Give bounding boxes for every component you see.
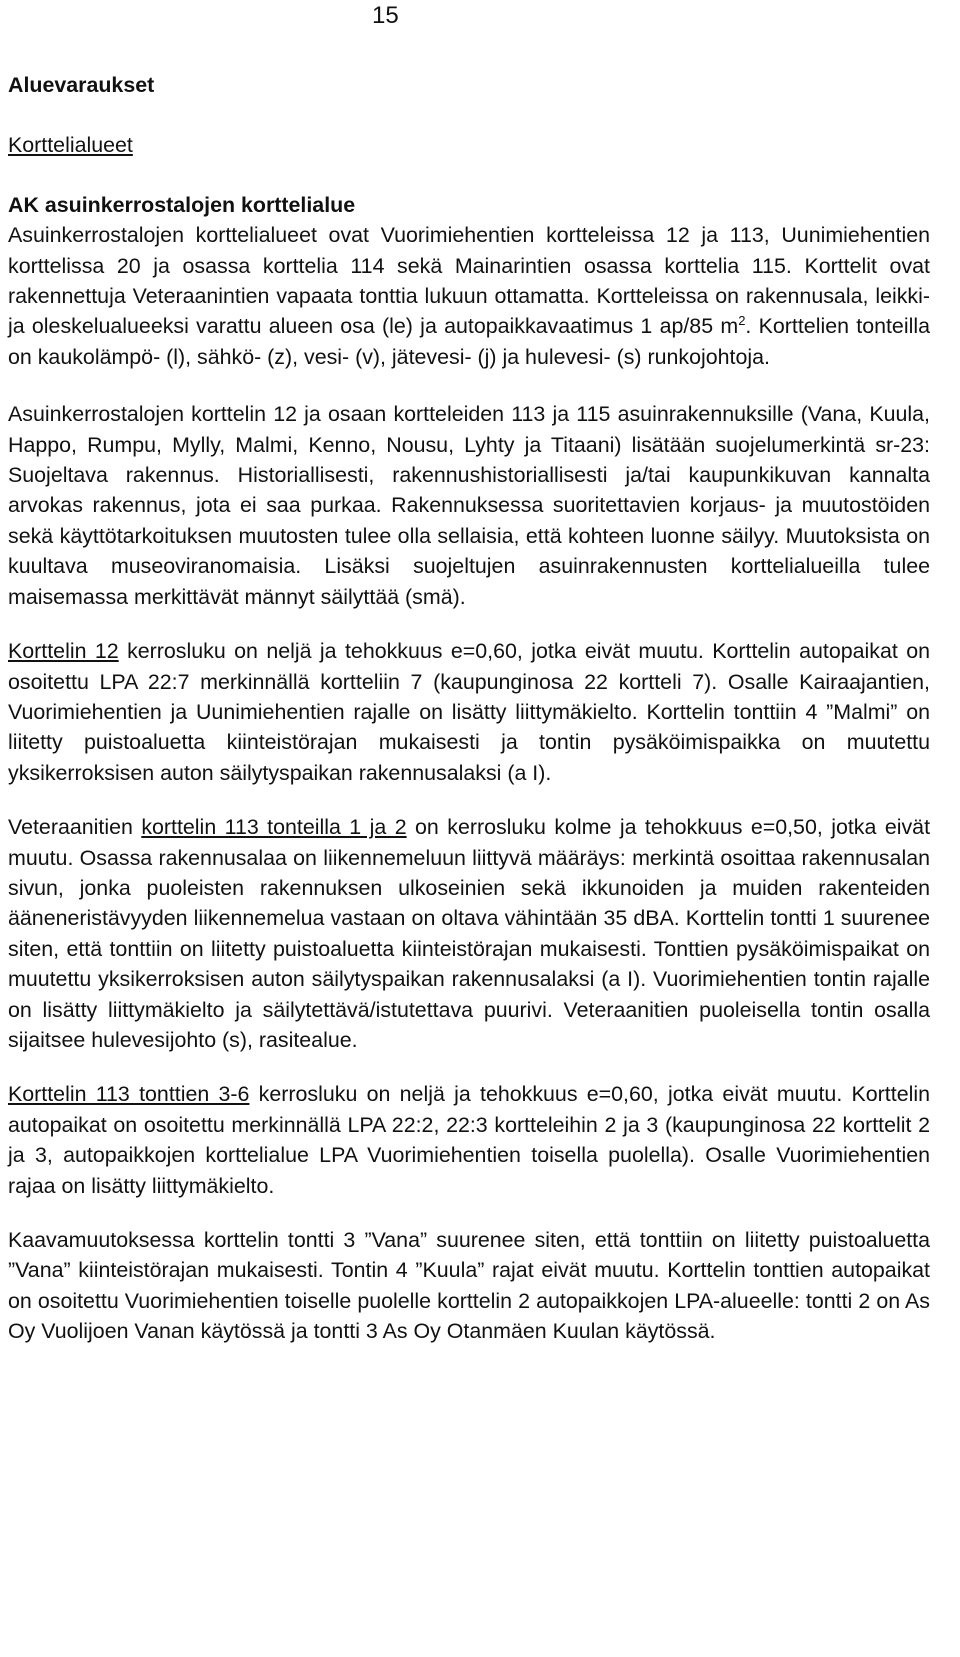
ak-p4-pre: Veteraanitien — [8, 815, 142, 840]
document-body — [8, 70, 930, 1347]
ak-p3-text: kerrosluku on neljä ja tehokkuus e=0,60, jotka eivät muutu. Korttelin autopaikat on osoitettu LPA 22:7 merkinnällä kortteliin 7 (kaupunginosa 22 kortteli 7). Osalle Kairaajantien, Vuorimiehentien ja Uunimiehentien rajalle on lisätty liittymäkielto. Korttelin tonttiin 4 ”Malmi” on liitetty puistoaluetta kiinteistörajan mukaisesti ja tontin pysäköimispaikka on muutettu yksikerroksisen auton säilytyspaikan rakennusalaksi (a I). — [8, 639, 930, 785]
ak-paragraph-2: Asuinkerrostalojen korttelin 12 ja osaan kortteleiden 113 ja 115 asuinrakennuksille (Vana, Kuula, Happo, Rumpu, Mylly, Malmi, Kenno, Nousu, Lyhty ja Titaani) lisätään suojelumerkintä sr-23: Suojeltava rakennus. Historiallisesti, rakennushistoriallisesti ja/tai kaupunkikuvan kannalta arvokas rakennus, jota ei saa purkaa. Rakennuksessa suoritettavien korjaus- ja muutostöiden sekä käyttötarkoituksen muutosten tulee olla sellaisia, että kohteen luonne säilyy. Muutoksista on kuultava museoviranomaisia. Lisäksi suojeltujen asuinrakennusten korttelialueilla tulee maisemassa merkittävät männyt säilyttää (smä). — [8, 402, 930, 609]
section-heading: Aluevaraukset — [8, 73, 155, 97]
ak-p4-text: on kerrosluku kolme ja tehokkuus e=0,50, jotka eivät muutu. Osassa rakennusalaa on liikennemeluun liittyvä määräys: merkintä osoittaa rakennusalan sivun, jonka puoleisten rakennuksen ulkoseinien sekä ikkunoiden ja muiden rakenteiden ääneneristävyyden liikennemelua vastaan on oltava vähintään 35 dBA. Korttelin tontti 1 suurenee siten, että tonttiin on liitetty puistoaluetta kiinteistörajan mukaisesti. Tonttien pysäköimispaikat on muutettu yksikerroksisen auton säilytyspaikan rakennusalaksi (a I). Vuorimiehentien tontin rajalle on lisätty liittymäkielto ja säilytettävä/istutettava puurivi. Veteraanitien puoleisella tontin osalla sijaitsee hulevesijohto (s), rasitealue. — [8, 815, 931, 1052]
ak-p1-text-cont: . Korttelien tonteilla on kaukolämpö- (l), sähkö- (z), vesi- (v), jätevesi- (j) ja hulevesi- (s) runkojohtoja. — [8, 314, 930, 369]
ak-paragraph-3 — [8, 636, 930, 788]
ak-p1-text: Asuinkerrostalojen korttelialueet ovat Vuorimiehentien kortteleissa 12 ja 113, Uunimiehentien korttelissa 20 ja osassa korttelia 114 sekä Mainarintien osassa korttelia 115. Korttelit ovat rakennettuja Veteraanintien vapaata tonttia lukuun ottamatta. Kortteleissa on rakennusala, leikki- ja oleskelualueeksi varattu alueen osa (le) ja autopaikkavaatimus 1 ap/85 m — [8, 223, 930, 339]
ak-p5-text: kerrosluku on neljä ja tehokkuus e=0,60, jotka eivät muutu. Korttelin autopaikat on osoitettu merkinnällä LPA 22:2, 22:3 kortteleihin 2 ja 3 (kaupunginosa 22 korttelit 2 ja 3, autopaikkojen korttelialue LPA Vuorimiehentien toisella puolella). Osalle Vuorimiehentien rajaa on lisätty liittymäkielto. — [8, 1082, 930, 1198]
korttelin-113-tonttien-ref: Korttelin 113 tonttien 3-6 — [8, 1082, 250, 1107]
ak-paragraph-5 — [8, 1079, 930, 1201]
ak-paragraph-6: Kaavamuutoksessa korttelin tontti 3 ”Vana” suurenee siten, että tonttiin on liitetty puistoaluetta ”Vana” kiinteistörajan mukaisesti. Tontin 4 ”Kuula” rajat eivät muutu. Korttelin tonttien autopaikat on osoitettu Vuorimiehentien toiselle puolelle korttelin 2 autopaikkojen LPA-alueelle: tontti 2 on As Oy Vuolijoen Vanan käytössä ja tontti 3 As Oy Otanmäen Kuulan käytössä. — [8, 1228, 930, 1344]
ak-paragraph-1 — [8, 220, 930, 372]
korttelin-12-ref: Korttelin 12 — [8, 639, 119, 664]
subheading-korttelialueet: Korttelialueet — [8, 133, 133, 158]
ak-paragraph-4 — [8, 812, 930, 1055]
page-number: 15 — [372, 2, 399, 29]
superscript-2: 2 — [738, 313, 746, 329]
korttelin-113-tonteilla-ref: korttelin 113 tonteilla 1 ja 2 — [141, 815, 407, 840]
ak-title: AK asuinkerrostalojen korttelialue — [8, 192, 356, 217]
